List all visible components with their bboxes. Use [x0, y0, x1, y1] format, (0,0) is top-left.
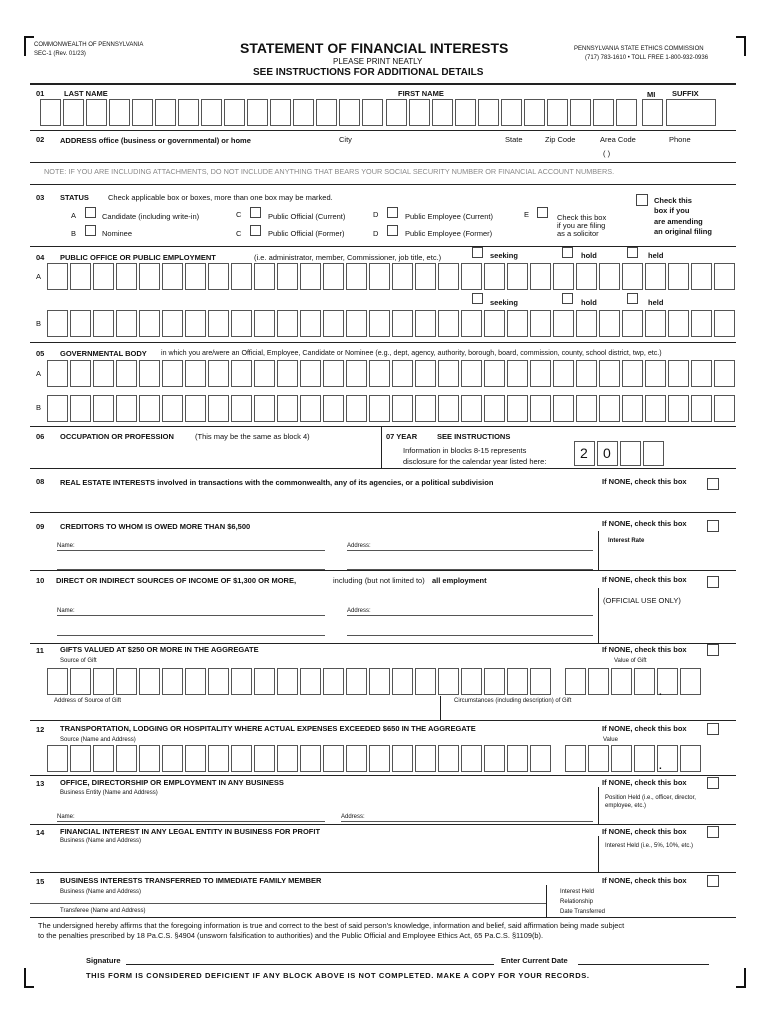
solicitor-checkbox[interactable]: [537, 207, 548, 218]
corner-top-right: [736, 36, 746, 56]
form-id: SEC-1 (Rev. 01/23): [34, 51, 86, 57]
zip-label: Zip Code: [545, 135, 576, 144]
occupation-label: OCCUPATION OR PROFESSION: [60, 432, 174, 441]
year-info-1: Information in blocks 8-15 represents: [403, 446, 527, 455]
income-address-line-1[interactable]: [347, 615, 593, 616]
block01-top-rule: [30, 83, 736, 85]
status-d2-letter: D: [373, 229, 379, 238]
income-official-divider: [598, 588, 599, 643]
block07-number: 07 YEAR: [386, 432, 418, 441]
gift-circumstances-label: Circumstances (including description) of Gift: [454, 698, 572, 704]
gifts-none-label: If NONE, check this box: [602, 645, 687, 654]
governmental-body-label: GOVERNMENTAL BODY: [60, 349, 147, 358]
block10-number: 10: [36, 576, 45, 585]
transferred-none-label: If NONE, check this box: [602, 876, 687, 885]
seeking-a-label: seeking: [490, 251, 518, 260]
amending-label-1: Check this: [654, 196, 692, 205]
first-name-label: FIRST NAME: [398, 89, 444, 98]
block05-number: 05: [36, 349, 45, 358]
block14-number: 14: [36, 828, 45, 837]
transferred-divider: [546, 885, 547, 917]
directorship-name-line[interactable]: [57, 821, 325, 822]
income-sources-label: DIRECT OR INDIRECT SOURCES OF INCOME OF $1,300 OR MORE,: [56, 576, 297, 585]
position-held-label-1: Position Held (i.e., officer, director,: [605, 795, 696, 801]
state-label: State: [505, 135, 523, 144]
amending-label-4: an original filing: [654, 227, 712, 236]
directorship-none-label: If NONE, check this box: [602, 778, 687, 787]
city-label: City: [339, 135, 352, 144]
signature-label: Signature: [86, 956, 121, 965]
gift-circumstances-divider: [440, 696, 441, 720]
block06-number: 06: [36, 432, 45, 441]
hold-a-label: hold: [581, 251, 597, 260]
block13-number: 13: [36, 779, 45, 788]
block08-top-rule: [30, 468, 736, 469]
solicitor-label-1: Check this box: [557, 213, 607, 222]
block01-number: 01: [36, 89, 45, 98]
commission-name: PENNSYLVANIA STATE ETHICS COMMISSION: [574, 46, 704, 52]
block03-number: 03: [36, 193, 45, 202]
income-sources-including: including (but not limited to): [333, 576, 425, 585]
status-c2-letter: C: [236, 229, 242, 238]
candidate-checkbox[interactable]: [85, 207, 96, 218]
corner-bottom-left: [24, 968, 34, 988]
corner-bottom-right: [736, 968, 746, 988]
gift-source-input[interactable]: [47, 668, 553, 695]
gifts-label: GIFTS VALUED AT $250 OR MORE IN THE AGGREGATE: [60, 645, 259, 654]
creditors-none-label: If NONE, check this box: [602, 519, 687, 528]
creditor-address-label: Address:: [347, 543, 371, 549]
transferee-rule: [30, 903, 546, 904]
first-name-input[interactable]: [386, 99, 639, 126]
employee-current-label: Public Employee (Current): [405, 212, 493, 221]
income-name-line-2[interactable]: [57, 635, 325, 636]
last-name-label: LAST NAME: [64, 89, 108, 98]
creditors-none-checkbox[interactable]: [707, 520, 719, 532]
status-label: STATUS: [60, 193, 89, 202]
transferee-label: Transferee (Name and Address): [60, 908, 146, 914]
suffix-input[interactable]: [666, 99, 716, 126]
transferred-date: Date Transferred: [560, 909, 606, 915]
attachment-note: NOTE: IF YOU ARE INCLUDING ATTACHMENTS, DO NOT INCLUDE ANYTHING THAT BEARS YOUR SOCIAL SECURITY NUMBER OR FINANCIAL ACCOUNT NUMBERS.: [44, 167, 615, 176]
real-estate-none-label: If NONE, check this box: [602, 477, 687, 486]
block12-number: 12: [36, 725, 45, 734]
commission-phone: (717) 783-1610 • TOLL FREE 1-800-932-0936: [585, 55, 709, 61]
held-b-checkbox[interactable]: [627, 293, 638, 304]
gov-body-row-b-letter: B: [36, 403, 42, 412]
commonwealth-label: COMMONWEALTH OF PENNSYLVANIA: [34, 42, 144, 48]
creditor-name-label: Name:: [57, 543, 75, 549]
held-a-checkbox[interactable]: [627, 247, 638, 258]
directorship-entity-label: Business Entity (Name and Address): [60, 790, 158, 796]
block11-top-rule: [30, 643, 736, 644]
transportation-value-input[interactable]: [565, 745, 703, 772]
governmental-body-a-input[interactable]: [47, 360, 737, 387]
block06-07-divider: [381, 426, 382, 468]
directorship-none-checkbox[interactable]: [707, 777, 719, 789]
note-top-rule: [30, 162, 736, 163]
block15-bottom-rule: [30, 917, 736, 918]
employee-current-checkbox[interactable]: [387, 207, 398, 218]
solicitor-label-2: if you are filing: [557, 221, 606, 230]
directorship-address-line[interactable]: [341, 821, 593, 822]
transportation-none-checkbox[interactable]: [707, 723, 719, 735]
gift-value-input[interactable]: [565, 668, 703, 695]
office-row-b-letter: B: [36, 319, 42, 328]
status-a-letter: A: [71, 211, 77, 220]
transferred-interest-held: Interest Held: [560, 889, 595, 895]
directorship-name-label: Name:: [57, 814, 75, 820]
creditors-rate-divider: [598, 531, 599, 570]
income-address-line-2[interactable]: [347, 635, 593, 636]
last-name-input[interactable]: [40, 99, 385, 126]
gift-source-label: Source of Gift: [60, 658, 97, 664]
public-office-label: PUBLIC OFFICE OR PUBLIC EMPLOYMENT: [60, 253, 216, 262]
creditor-name-line-1[interactable]: [57, 550, 325, 551]
note-bottom-rule: [30, 184, 736, 185]
transportation-label: TRANSPORTATION, LODGING OR HOSPITALITY WHERE ACTUAL EXPENSES EXCEEDED $650 IN THE AGGREGATE: [60, 724, 476, 733]
seeking-a-checkbox[interactable]: [472, 247, 483, 258]
income-none-checkbox[interactable]: [707, 576, 719, 588]
amending-label-2: box if you: [654, 206, 690, 215]
transferred-interests-label: BUSINESS INTERESTS TRANSFERRED TO IMMEDIATE FAMILY MEMBER: [60, 876, 322, 885]
year-info-2: disclosure for the calendar year listed here:: [403, 457, 547, 466]
block09-top-rule: [30, 512, 736, 513]
directorship-address-label: Address:: [341, 814, 365, 820]
public-office-example: (i.e. administrator, member, Commissioner, job title, etc.): [254, 253, 442, 262]
current-date-line[interactable]: [578, 964, 709, 965]
creditor-address-line-1[interactable]: [347, 550, 593, 551]
amending-label-3: are amending: [654, 217, 703, 226]
current-date-label: Enter Current Date: [501, 956, 568, 965]
print-neatly: PLEASE PRINT NEATLY: [333, 57, 423, 66]
official-use-only: (OFFICIAL USE ONLY): [603, 596, 681, 605]
status-e-letter: E: [524, 210, 530, 219]
interest-held-label: Interest Held (i.e., 5%, 10%, etc.): [605, 843, 694, 849]
transferred-business-label: Business (Name and Address): [60, 889, 142, 895]
seeking-b-label: seeking: [490, 298, 518, 307]
block06-top-rule: [30, 426, 736, 427]
block15-top-rule: [30, 872, 736, 873]
block02-number: 02: [36, 135, 45, 144]
official-former-checkbox[interactable]: [250, 225, 261, 236]
financial-interest-entity-label: Business (Name and Address): [60, 838, 142, 844]
transportation-value-decimal: .: [659, 761, 662, 772]
hold-a-checkbox[interactable]: [562, 247, 573, 258]
corner-top-left: [24, 36, 34, 56]
gov-body-row-a-letter: A: [36, 369, 42, 378]
gifts-none-checkbox[interactable]: [707, 644, 719, 656]
block14-top-rule: [30, 824, 736, 825]
income-name-label: Name:: [57, 608, 75, 614]
year-digit-1-text: 2: [580, 445, 588, 461]
transportation-source-label: Source (Name and Address): [60, 737, 136, 743]
creditors-label: CREDITORS TO WHOM IS OWED MORE THAN $6,500: [60, 522, 251, 531]
employee-former-checkbox[interactable]: [387, 225, 398, 236]
year-digit-2-text: 0: [603, 445, 611, 461]
real-estate-none-checkbox[interactable]: [707, 478, 719, 490]
held-a-label: held: [648, 251, 664, 260]
income-name-line-1[interactable]: [57, 615, 325, 616]
block05-top-rule: [30, 342, 736, 343]
area-code-label: Area Code: [600, 135, 636, 144]
gift-source-address-label: Address of Source of Gift: [54, 698, 122, 704]
block04-number: 04: [36, 253, 45, 262]
real-estate-label: REAL ESTATE INTERESTS involved in transactions with the commonwealth, any of its agencies, or a political subdivision: [60, 478, 494, 487]
income-none-label: If NONE, check this box: [602, 575, 687, 584]
occupation-note: (This may be the same as block 4): [195, 432, 310, 441]
block08-number: 08: [36, 477, 45, 486]
nominee-label: Nominee: [102, 229, 133, 238]
block02-top-rule: [30, 130, 736, 131]
employee-former-label: Public Employee (Former): [405, 229, 493, 238]
block10-top-rule: [30, 570, 736, 571]
phone-label: Phone: [669, 135, 691, 144]
governmental-body-b-input[interactable]: [47, 395, 737, 422]
deficient-form-warning: THIS FORM IS CONSIDERED DEFICIENT IF ANY BLOCK ABOVE IS NOT COMPLETED. MAKE A COPY FOR YOUR RECORDS.: [86, 971, 590, 980]
mi-label: MI: [647, 90, 656, 99]
gift-value-label: Value of Gift: [614, 658, 647, 664]
status-b-letter: B: [71, 229, 77, 238]
block11-number: 11: [36, 646, 44, 655]
status-d1-letter: D: [373, 210, 379, 219]
financial-interest-none-label: If NONE, check this box: [602, 827, 687, 836]
amending-checkbox[interactable]: [636, 194, 648, 206]
year-digit-3[interactable]: [620, 441, 641, 466]
income-address-label: Address:: [347, 608, 371, 614]
form-title: STATEMENT OF FINANCIAL INTERESTS: [240, 40, 509, 56]
transferred-none-checkbox[interactable]: [707, 875, 719, 887]
block09-number: 09: [36, 522, 45, 531]
hold-b-label: hold: [581, 298, 597, 307]
interest-rate-label: Interest Rate: [608, 538, 645, 544]
public-office-b-input[interactable]: [47, 310, 737, 337]
affirmation-line-1: The undersigned hereby affirms that the foregoing information is true and correct to the best of said person's knowledge, information and belief, said affirmation being made subject: [38, 921, 625, 930]
transportation-none-label: If NONE, check this box: [602, 724, 687, 733]
signature-line[interactable]: [126, 964, 494, 965]
financial-interest-divider: [598, 836, 599, 872]
mi-input[interactable]: [642, 99, 665, 126]
official-current-label: Public Official (Current): [268, 212, 346, 221]
position-held-label-2: employee, etc.): [605, 803, 647, 809]
block13-top-rule: [30, 775, 736, 776]
income-sources-employment: all employment: [432, 576, 487, 585]
nominee-checkbox[interactable]: [85, 225, 96, 236]
candidate-label: Candidate (including write-in): [102, 212, 200, 221]
hold-b-checkbox[interactable]: [562, 293, 573, 304]
year-digit-4[interactable]: [643, 441, 664, 466]
transportation-source-input[interactable]: [47, 745, 553, 772]
transferred-relationship: Relationship: [560, 899, 594, 905]
directorship-label: OFFICE, DIRECTORSHIP OR EMPLOYMENT IN ANY BUSINESS: [60, 778, 284, 787]
status-c1-letter: C: [236, 210, 242, 219]
solicitor-label-3: as a solicitor: [557, 229, 599, 238]
status-instructions: Check applicable box or boxes, more than one box may be marked.: [108, 193, 333, 202]
year-see-instructions: SEE INSTRUCTIONS: [437, 432, 511, 441]
governmental-body-example: in which you are/were an Official, Employee, Candidate or Nominee (e.g., dept, agency, authority, borough, board, commission, county, school district, twp, etc.): [161, 349, 662, 357]
block15-number: 15: [36, 877, 45, 886]
official-current-checkbox[interactable]: [250, 207, 261, 218]
public-office-a-input[interactable]: [47, 263, 737, 290]
affirmation-line-2: to the penalties prescribed by 18 Pa.C.S. §4904 (unsworn falsification to authorities) and the Public Official and Employee Ethics Act, 65 Pa.C.S. §1109(b).: [38, 931, 544, 940]
seeking-b-checkbox[interactable]: [472, 293, 483, 304]
transportation-value-label: Value: [603, 737, 618, 743]
block12-top-rule: [30, 720, 736, 721]
gift-value-decimal: .: [659, 687, 662, 698]
area-code-parens[interactable]: ( ): [603, 149, 611, 158]
held-b-label: held: [648, 298, 664, 307]
financial-interest-label: FINANCIAL INTEREST IN ANY LEGAL ENTITY IN BUSINESS FOR PROFIT: [60, 827, 321, 836]
office-row-a-letter: A: [36, 272, 42, 281]
financial-interest-none-checkbox[interactable]: [707, 826, 719, 838]
address-label: ADDRESS office (business or governmental) or home: [60, 136, 251, 145]
suffix-label: SUFFIX: [672, 89, 699, 98]
directorship-position-divider: [598, 787, 599, 824]
official-former-label: Public Official (Former): [268, 229, 345, 238]
see-instructions: SEE INSTRUCTIONS FOR ADDITIONAL DETAILS: [253, 67, 484, 78]
